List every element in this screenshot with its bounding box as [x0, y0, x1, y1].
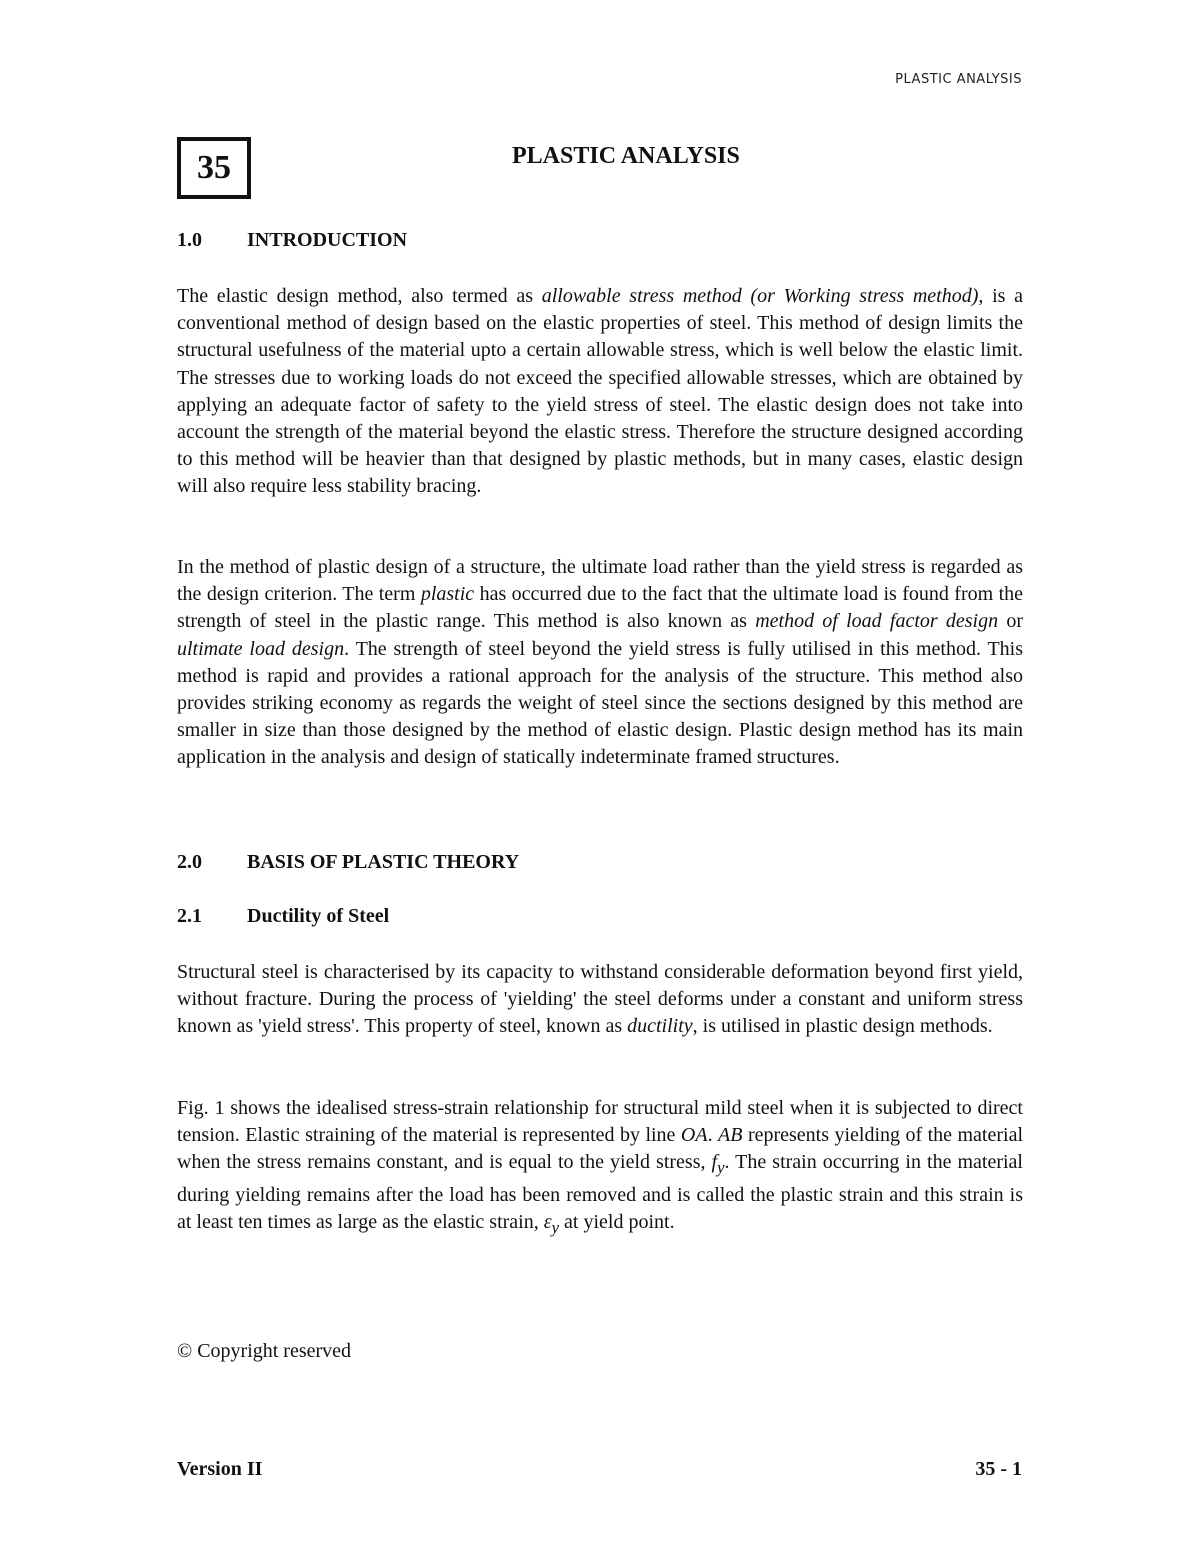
chapter-number-box: 35 — [177, 137, 251, 199]
text-run: In the method of plastic design of a structure, the ultimate load rather than the yield stress is regarded as the design criterion. The term — [177, 556, 1023, 606]
text-run: . The strain occurring in the material during yielding remains after the load has been removed and is called the plastic strain and this strain is at least ten times as large as the elastic strain, — [177, 1151, 1023, 1233]
italic-text: method of load factor design — [755, 610, 999, 633]
text-run: The elastic design method, also termed as — [177, 285, 542, 307]
section-number: 2.1 — [177, 905, 202, 927]
subsection-heading-2-1 — [177, 905, 389, 928]
section-heading-2 — [177, 851, 519, 874]
copyright-notice: © Copyright reserved — [177, 1340, 352, 1362]
text-run: Structural steel is characterised by its capacity to withstand considerable deformation beyond first yield, without fracture. During the process of 'yielding' the steel deforms under a constant and uniform stress known as 'yield stress'. This property of steel, known as — [177, 961, 1023, 1038]
italic-text: plastic — [420, 583, 475, 606]
text-run: has occurred due to the fact that the ultimate load is found from the strength of steel in the plastic range. This method is also known as — [177, 583, 1023, 633]
italic-text: ultimate load design — [177, 637, 345, 660]
text-run: , is utilised in plastic design methods. — [692, 1015, 993, 1038]
section-title: BASIS OF PLASTIC THEORY — [247, 851, 520, 873]
subscript: y — [717, 1158, 725, 1178]
section-heading-1 — [177, 229, 407, 252]
italic-text: ε — [543, 1210, 552, 1233]
paragraph-intro-1 — [177, 283, 1023, 501]
text-run: . — [707, 1124, 719, 1147]
text-run: Fig. 1 shows the idealised stress-strain relationship for structural mild steel when it is subjected to direct tension. Elastic straining of the material is represented by line — [177, 1097, 1023, 1147]
footer-version: Version II — [177, 1458, 263, 1480]
running-head: PLASTIC ANALYSIS — [895, 72, 1022, 87]
italic-text: f — [711, 1151, 718, 1174]
text-run: or — [998, 610, 1023, 633]
paragraph-ductility-2 — [177, 1095, 1023, 1241]
text-run: , is a conventional method of design based on the elastic properties of steel. This method of design limits the structural usefulness of the material upto a certain allowable stress, which is well below the elastic limit. The stresses due to working loads do not exceed the specified allowable stresses, which are obtained by applying an adequate factor of safety to the yield stress of steel. The elastic design does not take into account the strength of the material beyond the elastic stress. Therefore the structure designed according to this method will be heavier than that designed by plastic methods, but in many cases, elastic design will also require less stability bracing. — [177, 285, 1023, 498]
section-number: 2.0 — [177, 851, 202, 873]
italic-text: OA — [680, 1124, 708, 1147]
italic-text: AB — [718, 1124, 743, 1147]
paragraph-ductility-1 — [177, 959, 1023, 1041]
section-title: INTRODUCTION — [247, 229, 408, 251]
text-run: represents yielding of the material when the stress remains constant, and is equal to the yield stress, — [177, 1124, 1024, 1174]
paragraph-intro-2 — [177, 554, 1023, 772]
subscript: y — [551, 1217, 560, 1237]
section-title: Ductility of Steel — [247, 905, 390, 927]
italic-text: ductility — [627, 1015, 693, 1038]
text-run: . The strength of steel beyond the yield stress is fully utilised in this method. This method is rapid and provides a rational approach for the analysis of the structure. This method also provides striking economy as regards the weight of steel since the sections designed by this method are smaller in size than those designed by the method of elastic design. Plastic design method has its main application in the analysis and design of statically indeterminate framed structures. — [177, 637, 1024, 769]
footer-page-number: 35 - 1 — [975, 1458, 1022, 1480]
section-number: 1.0 — [177, 229, 202, 251]
text-run: at yield point. — [559, 1210, 675, 1233]
chapter-title: PLASTIC ANALYSIS — [512, 143, 740, 169]
italic-text: allowable stress method (or Working stress method) — [541, 285, 979, 307]
